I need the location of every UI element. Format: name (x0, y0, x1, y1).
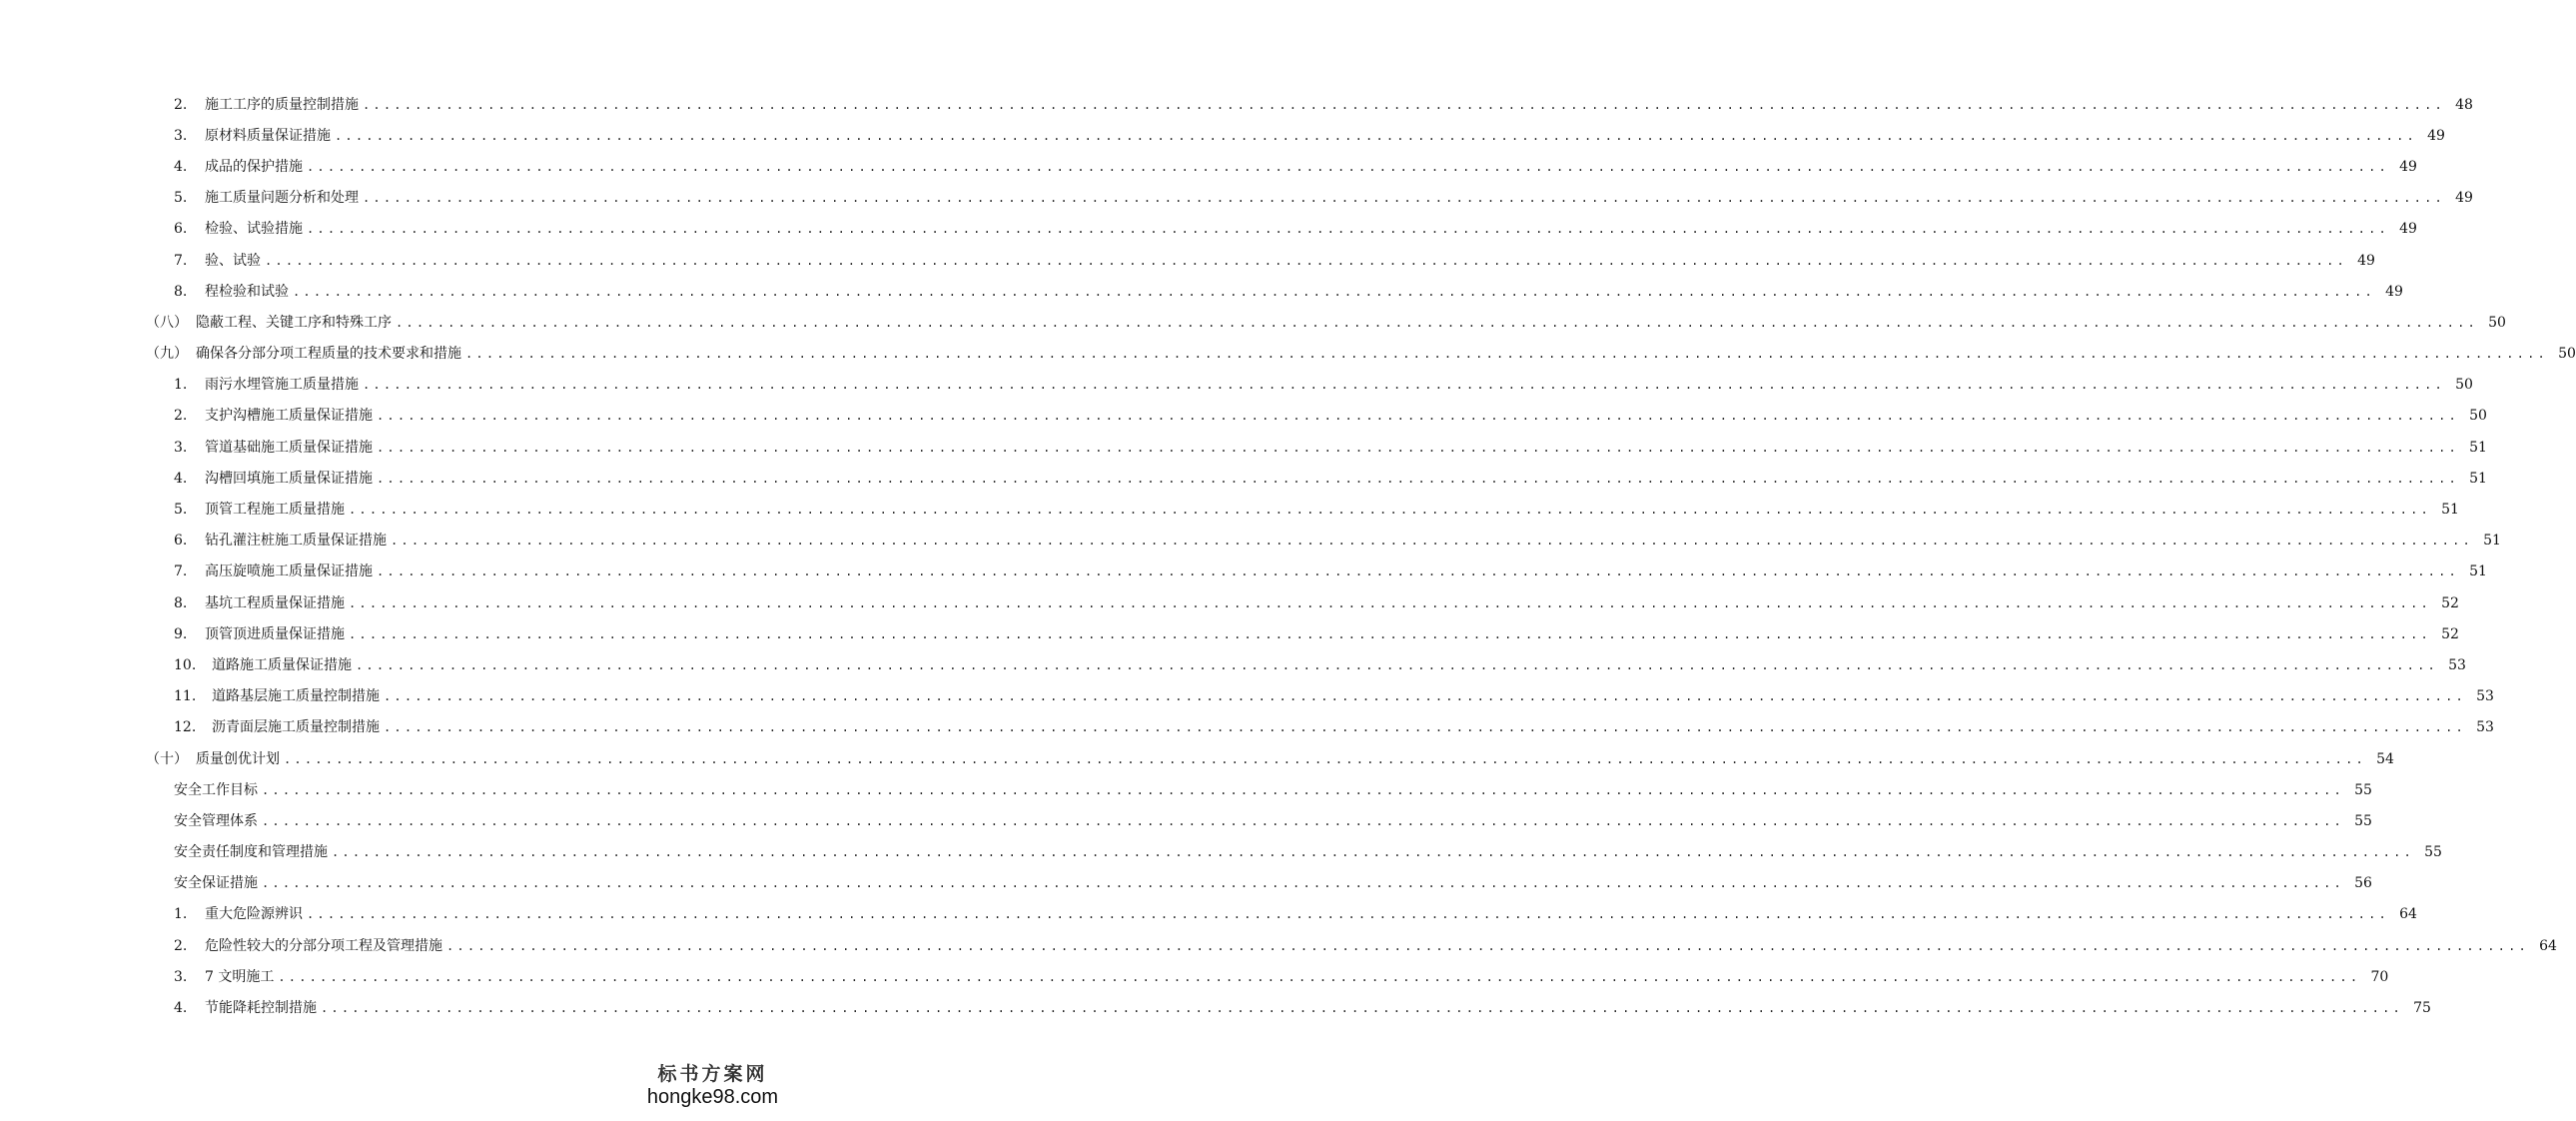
toc-entry[interactable] (0, 370, 2473, 401)
toc-entry[interactable] (0, 432, 2487, 463)
toc-dot-leader: ........................................................................................................................................................................................................ (363, 191, 2445, 206)
toc-entry-title: 道路基层施工质量控制措施 (212, 688, 380, 705)
toc-entry[interactable] (0, 557, 2487, 587)
toc-entry[interactable] (0, 245, 2375, 276)
toc-entry-title: 高压旋喷施工质量保证措施 (205, 563, 373, 580)
toc-dot-leader: ........................................................................................................................................................................................................ (465, 347, 2548, 362)
toc-entry-page-number: 49 (2427, 127, 2445, 144)
toc-entry-title: 成品的保护措施 (205, 158, 303, 175)
toc-entry[interactable] (0, 89, 2473, 120)
toc-entry[interactable] (0, 120, 2445, 151)
toc-entry-number: 11. (174, 688, 197, 705)
toc-entry[interactable] (0, 151, 2417, 182)
toc-entry[interactable] (0, 837, 2442, 868)
toc-dot-leader: ........................................................................................................................................................................................................ (335, 128, 2417, 143)
toc-dot-leader: ........................................................................................................................................................................................................ (307, 222, 2389, 237)
toc-dot-leader: ........................................................................................................................................................................................................ (293, 284, 2375, 299)
toc-entry-page-number: 51 (2469, 470, 2487, 487)
toc-entry-title: 7 文明施工 (205, 968, 275, 985)
toc-dot-leader: ........................................................................................................................................................................................................ (321, 1001, 2403, 1016)
toc-entry[interactable] (0, 526, 2501, 557)
toc-entry-title: 原材料质量保证措施 (205, 127, 331, 144)
toc-dot-leader: ........................................................................................................................................................................................................ (349, 626, 2431, 641)
toc-entry-page-number: 56 (2354, 875, 2372, 892)
toc-entry-title: 安全管理体系 (174, 812, 258, 829)
toc-entry[interactable] (0, 183, 2473, 214)
toc-entry-page-number: 48 (2455, 96, 2473, 113)
toc-entry[interactable] (0, 961, 2389, 992)
toc-entry-title: 安全保证措施 (174, 875, 258, 892)
toc-entry-page-number: 53 (2448, 656, 2466, 673)
toc-entry-title: 施工工序的质量控制措施 (205, 96, 359, 113)
toc-entry-title: 安全责任制度和管理措施 (174, 844, 328, 861)
toc-entry-title: 确保各分部分项工程质量的技术要求和措施 (196, 346, 461, 363)
toc-entry-title: 安全工作目标 (174, 781, 258, 798)
toc-entry[interactable] (0, 899, 2417, 930)
watermark-url: hongke98.com (646, 1086, 779, 1108)
toc-entry-title: 支护沟槽施工质量保证措施 (205, 408, 373, 425)
toc-entry-number: （九） (146, 346, 188, 363)
toc-entry-title: 管道基础施工质量保证措施 (205, 439, 373, 456)
toc-dot-leader: ........................................................................................................................................................................................................ (384, 720, 2466, 735)
toc-dot-leader: ........................................................................................................................................................................................................ (377, 409, 2459, 424)
toc-entry-number: 7. (174, 252, 188, 269)
toc-dot-leader: ........................................................................................................................................................................................................ (307, 907, 2389, 922)
toc-entry-number: 5. (174, 502, 188, 519)
toc-entry-page-number: 75 (2413, 1000, 2431, 1017)
toc-entry-page-number: 52 (2441, 625, 2459, 642)
toc-entry-number: 12. (174, 719, 197, 736)
toc-entry-page-number: 50 (2488, 314, 2506, 331)
toc-dot-leader: ........................................................................................................................................................................................................ (278, 969, 2361, 984)
toc-entry-title: 验、试验 (205, 252, 261, 269)
toc-entry-page-number: 49 (2399, 221, 2417, 238)
toc-entry-number: 8. (174, 594, 188, 611)
toc-dot-leader: ........................................................................................................................................................................................................ (363, 378, 2445, 393)
toc-entry-number: 3. (174, 127, 188, 144)
toc-entry-number: 1. (174, 906, 188, 923)
toc-entry[interactable] (0, 463, 2487, 494)
toc-dot-leader: ........................................................................................................................................................................................................ (349, 595, 2431, 610)
toc-entry-page-number: 64 (2399, 906, 2417, 923)
toc-entry-number: 2. (174, 96, 188, 113)
toc-entry-number: 2. (174, 937, 188, 954)
table-of-contents (0, 89, 2576, 1024)
watermark-logo (645, 1063, 780, 1109)
toc-entry[interactable] (0, 587, 2459, 618)
toc-dot-leader: ........................................................................................................................................................................................................ (265, 253, 2347, 268)
toc-entry-number: 7. (174, 563, 188, 580)
toc-entry-page-number: 53 (2476, 688, 2494, 705)
toc-entry[interactable] (0, 681, 2494, 712)
toc-entry-title: 雨污水埋管施工质量措施 (205, 377, 359, 394)
toc-dot-leader: ........................................................................................................................................................................................................ (332, 845, 2414, 860)
toc-entry[interactable] (0, 774, 2372, 805)
toc-entry-page-number: 52 (2441, 594, 2459, 611)
toc-entry-title: 顶管工程施工质量措施 (205, 502, 345, 519)
toc-entry-page-number: 64 (2539, 937, 2557, 954)
toc-entry[interactable] (0, 276, 2403, 307)
toc-dot-leader: ........................................................................................................................................................................................................ (356, 657, 2438, 672)
toc-entry-number: 3. (174, 968, 188, 985)
toc-dot-leader: ........................................................................................................................................................................................................ (284, 751, 2366, 766)
toc-entry-page-number: 51 (2469, 439, 2487, 456)
toc-entry-title: 检验、试验措施 (205, 221, 303, 238)
toc-entry-number: 4. (174, 1000, 188, 1017)
toc-entry-title: 隐蔽工程、关键工序和特殊工序 (196, 314, 392, 331)
toc-entry[interactable] (0, 494, 2459, 525)
toc-entry-number: （十） (146, 750, 188, 767)
toc-entry-number: 8. (174, 283, 188, 300)
toc-entry-page-number: 50 (2455, 377, 2473, 394)
toc-entry-page-number: 51 (2469, 563, 2487, 580)
toc-dot-leader: ........................................................................................................................................................................................................ (262, 876, 2344, 891)
toc-entry-page-number: 51 (2483, 533, 2501, 550)
toc-entry-number: 2. (174, 408, 188, 425)
toc-entry[interactable] (0, 992, 2431, 1023)
toc-entry-page-number: 51 (2441, 502, 2459, 519)
toc-entry-title: 质量创优计划 (196, 750, 280, 767)
toc-entry[interactable] (0, 805, 2372, 836)
toc-entry-number: 6. (174, 221, 188, 238)
toc-entry-number: 9. (174, 625, 188, 642)
toc-entry-number: 4. (174, 470, 188, 487)
toc-dot-leader: ........................................................................................................................................................................................................ (377, 440, 2459, 455)
toc-dot-leader: ........................................................................................................................................................................................................ (262, 782, 2344, 797)
toc-entry-title: 重大危险源辨识 (205, 906, 303, 923)
toc-entry-number: （八） (146, 314, 188, 331)
toc-entry-page-number: 49 (2455, 190, 2473, 207)
toc-entry-page-number: 49 (2357, 252, 2375, 269)
toc-dot-leader: ........................................................................................................................................................................................................ (307, 159, 2389, 174)
toc-entry[interactable] (0, 214, 2417, 245)
toc-entry-page-number: 55 (2354, 812, 2372, 829)
toc-entry-number: 5. (174, 190, 188, 207)
toc-entry[interactable] (0, 401, 2487, 432)
toc-entry-number: 10. (174, 656, 197, 673)
toc-dot-leader: ........................................................................................................................................................................................................ (396, 315, 2478, 330)
watermark-site-name: 标书方案网 (657, 1063, 768, 1085)
toc-dot-leader: ........................................................................................................................................................................................................ (262, 813, 2344, 828)
toc-entry-title: 道路施工质量保证措施 (212, 656, 352, 673)
toc-entry[interactable] (0, 712, 2494, 743)
toc-entry-number: 4. (174, 158, 188, 175)
toc-entry-title: 钻孔灌注桩施工质量保证措施 (205, 533, 387, 550)
toc-dot-leader: ........................................................................................................................................................................................................ (384, 689, 2466, 704)
toc-entry-title: 危险性较大的分部分项工程及管理措施 (205, 937, 442, 954)
toc-dot-leader: ........................................................................................................................................................................................................ (377, 564, 2459, 579)
toc-entry-page-number: 55 (2354, 781, 2372, 798)
toc-entry[interactable] (0, 743, 2394, 774)
toc-entry[interactable] (0, 649, 2466, 680)
toc-entry-number: 3. (174, 439, 188, 456)
toc-entry-number: 6. (174, 533, 188, 550)
toc-entry-title: 顶管顶进质量保证措施 (205, 625, 345, 642)
toc-entry-page-number: 53 (2476, 719, 2494, 736)
toc-entry-title: 节能降耗控制措施 (205, 1000, 317, 1017)
toc-entry-number: 1. (174, 377, 188, 394)
toc-dot-leader: ........................................................................................................................................................................................................ (349, 503, 2431, 518)
toc-entry-page-number: 54 (2376, 750, 2394, 767)
toc-entry-page-number: 49 (2399, 158, 2417, 175)
toc-entry-title: 基坑工程质量保证措施 (205, 594, 345, 611)
toc-entry[interactable] (0, 618, 2459, 649)
toc-entry-title: 程检验和试验 (205, 283, 289, 300)
toc-entry[interactable] (0, 307, 2506, 338)
toc-entry-page-number: 70 (2370, 968, 2389, 985)
toc-entry[interactable] (0, 930, 2557, 961)
toc-entry[interactable] (0, 868, 2372, 899)
toc-dot-leader: ........................................................................................................................................................................................................ (377, 471, 2459, 486)
toc-entry-page-number: 50 (2469, 408, 2487, 425)
toc-entry-page-number: 49 (2385, 283, 2403, 300)
toc-entry-title: 施工质量问题分析和处理 (205, 190, 359, 207)
toc-entry-title: 沟槽回填施工质量保证措施 (205, 470, 373, 487)
toc-entry-title: 沥青面层施工质量控制措施 (212, 719, 380, 736)
toc-entry-page-number: 55 (2424, 844, 2442, 861)
toc-dot-leader: ........................................................................................................................................................................................................ (446, 938, 2529, 953)
toc-dot-leader: ........................................................................................................................................................................................................ (391, 534, 2473, 549)
toc-entry-page-number: 50 (2558, 346, 2576, 363)
toc-entry[interactable] (0, 339, 2576, 370)
toc-dot-leader: ........................................................................................................................................................................................................ (363, 97, 2445, 112)
